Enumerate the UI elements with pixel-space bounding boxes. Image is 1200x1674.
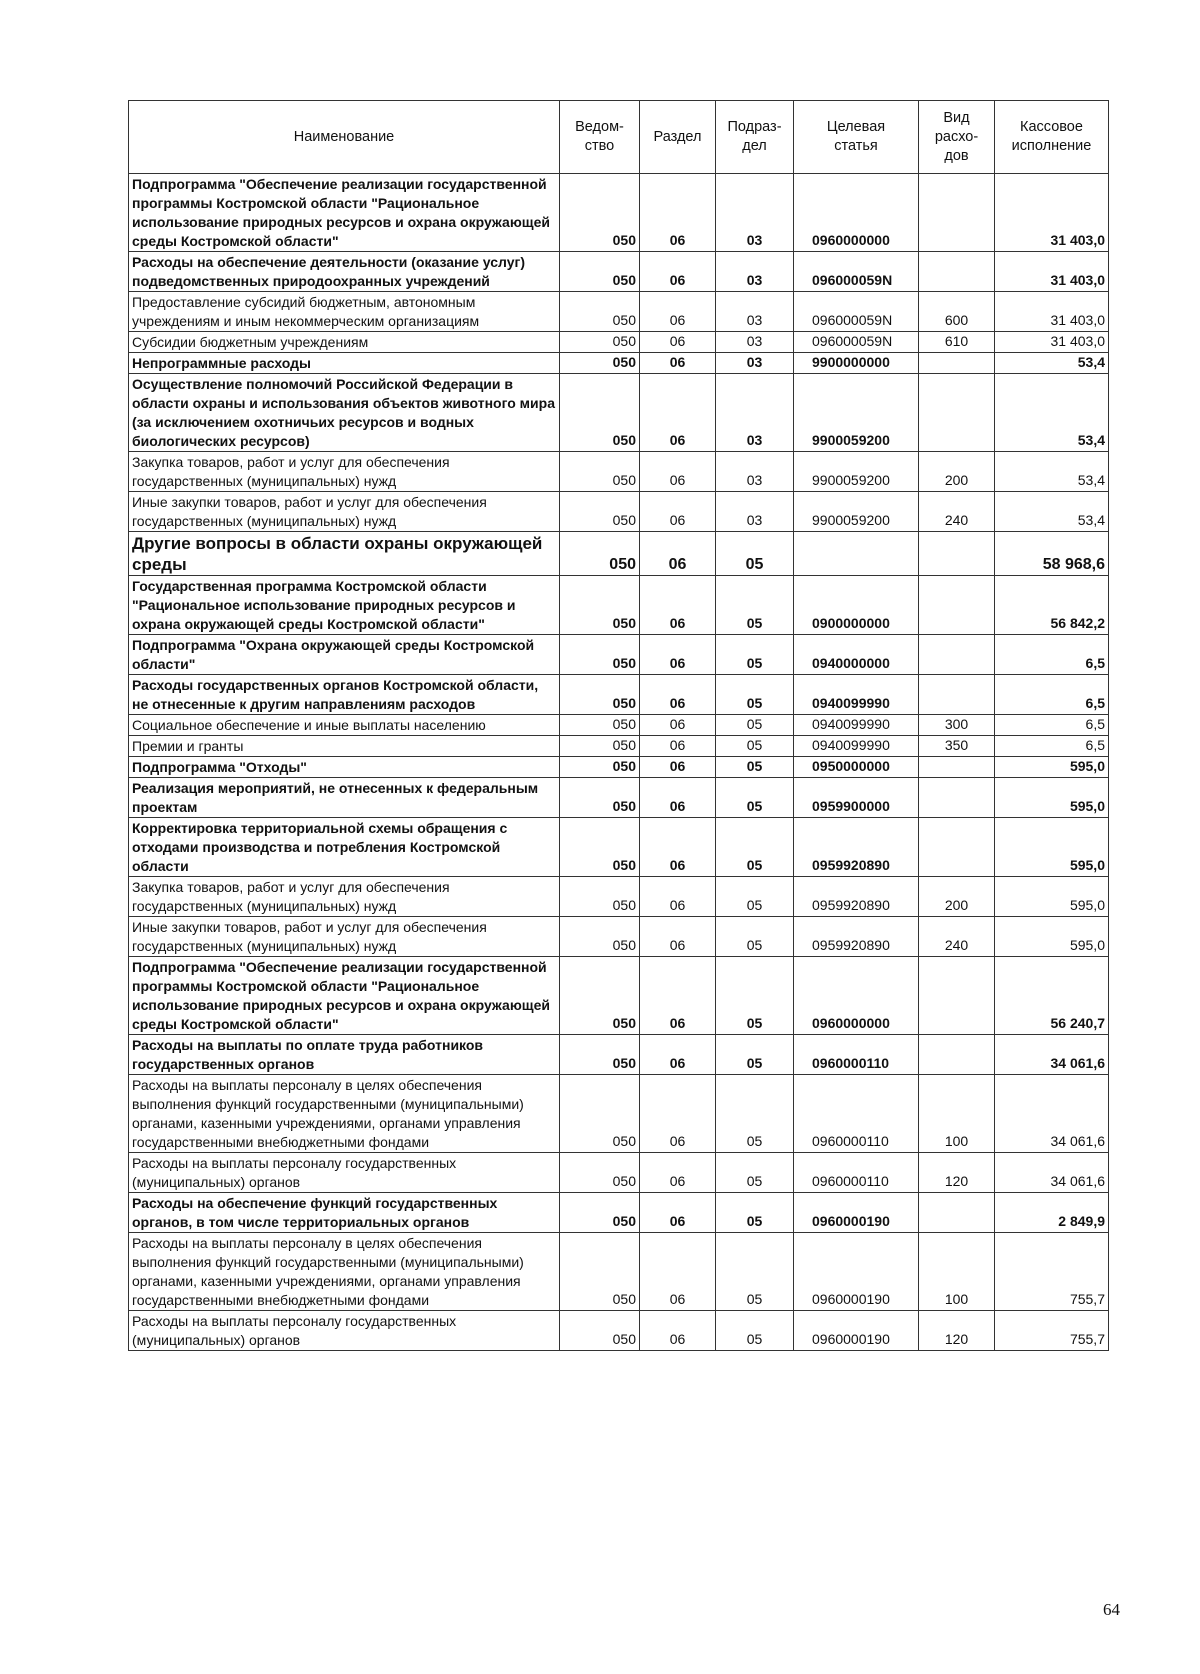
cell-razdel: 06 (640, 492, 716, 532)
cell-vedomstvo: 050 (560, 1233, 640, 1311)
table-row (129, 492, 1109, 532)
cell-name: Подпрограмма "Обеспечение реализации государственной программы Костромской области "Рациональное использование природных ресурсов и охрана окружающей среды Костромской области" (129, 957, 560, 1035)
cell-razdel: 06 (640, 1035, 716, 1075)
cell-podrazdel: 05 (716, 532, 794, 576)
cell-kassovoe: 31 403,0 (995, 332, 1109, 353)
table-row (129, 635, 1109, 675)
cell-kassovoe: 595,0 (995, 877, 1109, 917)
cell-vedomstvo: 050 (560, 736, 640, 757)
cell-vid (919, 252, 995, 292)
cell-tselevaya: 0940000000 (794, 635, 919, 675)
table-row (129, 532, 1109, 576)
cell-name: Реализация мероприятий, не отнесенных к федеральным проектам (129, 778, 560, 818)
cell-vid: 240 (919, 917, 995, 957)
table-row (129, 715, 1109, 736)
cell-kassovoe: 6,5 (995, 736, 1109, 757)
table-row (129, 332, 1109, 353)
cell-tselevaya: 0940099990 (794, 715, 919, 736)
cell-name: Расходы на обеспечение деятельности (оказание услуг) подведомственных природоохранных учреждений (129, 252, 560, 292)
cell-razdel: 06 (640, 877, 716, 917)
cell-kassovoe: 56 842,2 (995, 576, 1109, 635)
cell-name: Расходы на выплаты персоналу в целях обеспечения выполнения функций государственными (муниципальными) органами, казенными учреждениями, органами управления государственными внебюджетными фондами (129, 1233, 560, 1311)
cell-tselevaya: 9900059200 (794, 452, 919, 492)
cell-vid: 240 (919, 492, 995, 532)
cell-razdel: 06 (640, 1075, 716, 1153)
header-razdel: Раздел (640, 101, 716, 174)
cell-vid: 610 (919, 332, 995, 353)
table-row (129, 452, 1109, 492)
cell-vedomstvo: 050 (560, 778, 640, 818)
cell-vid (919, 532, 995, 576)
cell-vid: 600 (919, 292, 995, 332)
cell-podrazdel: 05 (716, 736, 794, 757)
cell-name: Расходы государственных органов Костромской области, не отнесенные к другим направлениям расходов (129, 675, 560, 715)
cell-tselevaya: 096000059N (794, 292, 919, 332)
cell-vid (919, 576, 995, 635)
cell-vedomstvo: 050 (560, 374, 640, 452)
cell-vid (919, 1035, 995, 1075)
table-row (129, 174, 1109, 252)
cell-razdel: 06 (640, 1153, 716, 1193)
cell-razdel: 06 (640, 635, 716, 675)
cell-razdel: 06 (640, 292, 716, 332)
cell-name: Государственная программа Костромской области "Рациональное использование природных ресурсов и охрана окружающей среды Костромской области" (129, 576, 560, 635)
cell-tselevaya: 0940099990 (794, 736, 919, 757)
cell-podrazdel: 05 (716, 1233, 794, 1311)
cell-kassovoe: 53,4 (995, 353, 1109, 374)
cell-razdel: 06 (640, 452, 716, 492)
cell-vid: 100 (919, 1233, 995, 1311)
cell-razdel: 06 (640, 252, 716, 292)
cell-tselevaya: 0959900000 (794, 778, 919, 818)
cell-name: Закупка товаров, работ и услуг для обеспечения государственных (муниципальных) нужд (129, 452, 560, 492)
cell-vedomstvo: 050 (560, 877, 640, 917)
cell-vid: 120 (919, 1153, 995, 1193)
cell-vid (919, 757, 995, 778)
cell-tselevaya: 0940099990 (794, 675, 919, 715)
page-number: 64 (1103, 1600, 1120, 1619)
cell-vid (919, 1193, 995, 1233)
cell-razdel: 06 (640, 917, 716, 957)
cell-tselevaya: 0900000000 (794, 576, 919, 635)
cell-vedomstvo: 050 (560, 252, 640, 292)
cell-razdel: 06 (640, 374, 716, 452)
cell-name: Иные закупки товаров, работ и услуг для обеспечения государственных (муниципальных) нужд (129, 917, 560, 957)
cell-podrazdel: 05 (716, 778, 794, 818)
cell-tselevaya: 0960000000 (794, 957, 919, 1035)
cell-vedomstvo: 050 (560, 715, 640, 736)
cell-razdel: 06 (640, 332, 716, 353)
cell-name: Осуществление полномочий Российской Федерации в области охраны и использования объектов животного мира (за исключением охотничьих ресурсов и водных биологических ресурсов) (129, 374, 560, 452)
cell-vid (919, 635, 995, 675)
cell-podrazdel: 05 (716, 635, 794, 675)
cell-vedomstvo: 050 (560, 1075, 640, 1153)
cell-name: Расходы на обеспечение функций государственных органов, в том числе территориальных органов (129, 1193, 560, 1233)
cell-vid (919, 957, 995, 1035)
table-row (129, 1233, 1109, 1311)
cell-vedomstvo: 050 (560, 292, 640, 332)
cell-podrazdel: 03 (716, 332, 794, 353)
cell-tselevaya: 9900000000 (794, 353, 919, 374)
cell-razdel: 06 (640, 353, 716, 374)
cell-tselevaya: 0960000190 (794, 1193, 919, 1233)
cell-tselevaya: 096000059N (794, 332, 919, 353)
cell-tselevaya: 0950000000 (794, 757, 919, 778)
table-row (129, 353, 1109, 374)
cell-name: Расходы на выплаты по оплате труда работников государственных органов (129, 1035, 560, 1075)
cell-tselevaya: 0960000110 (794, 1035, 919, 1075)
table-row (129, 1311, 1109, 1351)
cell-razdel: 06 (640, 715, 716, 736)
cell-name: Подпрограмма "Обеспечение реализации государственной программы Костромской области "Рациональное использование природных ресурсов и охрана окружающей среды Костромской области" (129, 174, 560, 252)
table-row (129, 736, 1109, 757)
cell-vedomstvo: 050 (560, 576, 640, 635)
cell-tselevaya (794, 532, 919, 576)
cell-kassovoe: 31 403,0 (995, 252, 1109, 292)
cell-podrazdel: 03 (716, 174, 794, 252)
cell-tselevaya: 096000059N (794, 252, 919, 292)
cell-kassovoe: 31 403,0 (995, 174, 1109, 252)
header-name: Наименование (129, 101, 560, 174)
table-row (129, 917, 1109, 957)
table-row (129, 1153, 1109, 1193)
cell-podrazdel: 03 (716, 353, 794, 374)
cell-name: Субсидии бюджетным учреждениям (129, 332, 560, 353)
cell-vedomstvo: 050 (560, 917, 640, 957)
cell-vedomstvo: 050 (560, 1153, 640, 1193)
table-row (129, 675, 1109, 715)
cell-podrazdel: 05 (716, 917, 794, 957)
cell-podrazdel: 05 (716, 1153, 794, 1193)
table-row (129, 818, 1109, 877)
cell-tselevaya: 0959920890 (794, 877, 919, 917)
cell-podrazdel: 05 (716, 1193, 794, 1233)
cell-razdel: 06 (640, 174, 716, 252)
cell-kassovoe: 755,7 (995, 1233, 1109, 1311)
cell-kassovoe: 595,0 (995, 818, 1109, 877)
table-row (129, 576, 1109, 635)
cell-vedomstvo: 050 (560, 353, 640, 374)
cell-vedomstvo: 050 (560, 635, 640, 675)
cell-vid: 200 (919, 452, 995, 492)
cell-vid: 350 (919, 736, 995, 757)
cell-kassovoe: 53,4 (995, 452, 1109, 492)
cell-tselevaya: 9900059200 (794, 374, 919, 452)
cell-podrazdel: 03 (716, 292, 794, 332)
cell-vid (919, 353, 995, 374)
table-row (129, 757, 1109, 778)
cell-podrazdel: 05 (716, 818, 794, 877)
cell-kassovoe: 6,5 (995, 715, 1109, 736)
cell-vedomstvo: 050 (560, 332, 640, 353)
cell-kassovoe: 755,7 (995, 1311, 1109, 1351)
cell-vid: 120 (919, 1311, 995, 1351)
table-body (129, 174, 1109, 1351)
table-row (129, 1193, 1109, 1233)
table-row (129, 957, 1109, 1035)
cell-tselevaya: 0960000110 (794, 1075, 919, 1153)
table-row (129, 374, 1109, 452)
cell-kassovoe: 31 403,0 (995, 292, 1109, 332)
header-vedomstvo: Ведом- ство (560, 101, 640, 174)
header-podrazdel: Подраз- дел (716, 101, 794, 174)
cell-razdel: 06 (640, 818, 716, 877)
cell-kassovoe: 53,4 (995, 374, 1109, 452)
cell-vid: 300 (919, 715, 995, 736)
cell-vid (919, 374, 995, 452)
cell-kassovoe: 34 061,6 (995, 1153, 1109, 1193)
cell-name: Премии и гранты (129, 736, 560, 757)
cell-name: Предоставление субсидий бюджетным, автономным учреждениям и иным некоммерческим организациям (129, 292, 560, 332)
cell-kassovoe: 595,0 (995, 778, 1109, 818)
cell-razdel: 06 (640, 1193, 716, 1233)
cell-vid (919, 778, 995, 818)
cell-vedomstvo: 050 (560, 957, 640, 1035)
cell-vedomstvo: 050 (560, 452, 640, 492)
cell-vid: 200 (919, 877, 995, 917)
cell-vedomstvo: 050 (560, 174, 640, 252)
cell-razdel: 06 (640, 1311, 716, 1351)
cell-name: Подпрограмма "Охрана окружающей среды Костромской области" (129, 635, 560, 675)
cell-podrazdel: 05 (716, 957, 794, 1035)
cell-tselevaya: 0960000110 (794, 1153, 919, 1193)
table-row (129, 1035, 1109, 1075)
cell-name: Подпрограмма "Отходы" (129, 757, 560, 778)
cell-kassovoe: 6,5 (995, 635, 1109, 675)
cell-kassovoe: 34 061,6 (995, 1075, 1109, 1153)
cell-kassovoe: 53,4 (995, 492, 1109, 532)
cell-podrazdel: 05 (716, 1311, 794, 1351)
budget-table (128, 100, 1109, 1351)
cell-podrazdel: 05 (716, 715, 794, 736)
cell-vid (919, 675, 995, 715)
cell-tselevaya: 9900059200 (794, 492, 919, 532)
cell-podrazdel: 05 (716, 576, 794, 635)
cell-razdel: 06 (640, 675, 716, 715)
cell-name: Другие вопросы в области охраны окружающей среды (129, 532, 560, 576)
cell-name: Корректировка территориальной схемы обращения с отходами производства и потребления Костромской области (129, 818, 560, 877)
cell-kassovoe: 2 849,9 (995, 1193, 1109, 1233)
cell-tselevaya: 0960000190 (794, 1311, 919, 1351)
cell-razdel: 06 (640, 532, 716, 576)
cell-razdel: 06 (640, 957, 716, 1035)
cell-vedomstvo: 050 (560, 1193, 640, 1233)
cell-kassovoe: 58 968,6 (995, 532, 1109, 576)
cell-kassovoe: 595,0 (995, 757, 1109, 778)
table-row (129, 252, 1109, 292)
cell-tselevaya: 0959920890 (794, 818, 919, 877)
header-tselevaya: Целевая статья (794, 101, 919, 174)
cell-vedomstvo: 050 (560, 675, 640, 715)
cell-tselevaya: 0960000190 (794, 1233, 919, 1311)
table-row (129, 292, 1109, 332)
cell-vedomstvo: 050 (560, 818, 640, 877)
cell-razdel: 06 (640, 1233, 716, 1311)
cell-podrazdel: 05 (716, 757, 794, 778)
cell-vid (919, 174, 995, 252)
cell-razdel: 06 (640, 576, 716, 635)
cell-tselevaya: 0960000000 (794, 174, 919, 252)
header-vid: Вид расхо- дов (919, 101, 995, 174)
cell-tselevaya: 0959920890 (794, 917, 919, 957)
cell-kassovoe: 56 240,7 (995, 957, 1109, 1035)
cell-razdel: 06 (640, 757, 716, 778)
cell-vid (919, 818, 995, 877)
table-row (129, 778, 1109, 818)
cell-name: Расходы на выплаты персоналу государственных (муниципальных) органов (129, 1311, 560, 1351)
cell-podrazdel: 03 (716, 492, 794, 532)
cell-podrazdel: 05 (716, 1035, 794, 1075)
header-kassovoe: Кассовое исполнение (995, 101, 1109, 174)
cell-kassovoe: 595,0 (995, 917, 1109, 957)
cell-name: Расходы на выплаты персоналу государственных (муниципальных) органов (129, 1153, 560, 1193)
cell-vid: 100 (919, 1075, 995, 1153)
cell-podrazdel: 05 (716, 877, 794, 917)
cell-podrazdel: 05 (716, 675, 794, 715)
cell-razdel: 06 (640, 736, 716, 757)
cell-name: Социальное обеспечение и иные выплаты населению (129, 715, 560, 736)
cell-razdel: 06 (640, 778, 716, 818)
cell-name: Непрограммные расходы (129, 353, 560, 374)
cell-name: Закупка товаров, работ и услуг для обеспечения государственных (муниципальных) нужд (129, 877, 560, 917)
cell-vedomstvo: 050 (560, 532, 640, 576)
cell-podrazdel: 03 (716, 252, 794, 292)
cell-kassovoe: 6,5 (995, 675, 1109, 715)
table-row (129, 877, 1109, 917)
header-row (129, 101, 1109, 174)
cell-vedomstvo: 050 (560, 1035, 640, 1075)
table-row (129, 1075, 1109, 1153)
cell-podrazdel: 03 (716, 374, 794, 452)
cell-podrazdel: 05 (716, 1075, 794, 1153)
cell-name: Расходы на выплаты персоналу в целях обеспечения выполнения функций государственными (муниципальными) органами, казенными учреждениями, органами управления государственными внебюджетными фондами (129, 1075, 560, 1153)
cell-vedomstvo: 050 (560, 1311, 640, 1351)
cell-podrazdel: 03 (716, 452, 794, 492)
cell-name: Иные закупки товаров, работ и услуг для обеспечения государственных (муниципальных) нужд (129, 492, 560, 532)
cell-vedomstvo: 050 (560, 492, 640, 532)
cell-vedomstvo: 050 (560, 757, 640, 778)
cell-kassovoe: 34 061,6 (995, 1035, 1109, 1075)
